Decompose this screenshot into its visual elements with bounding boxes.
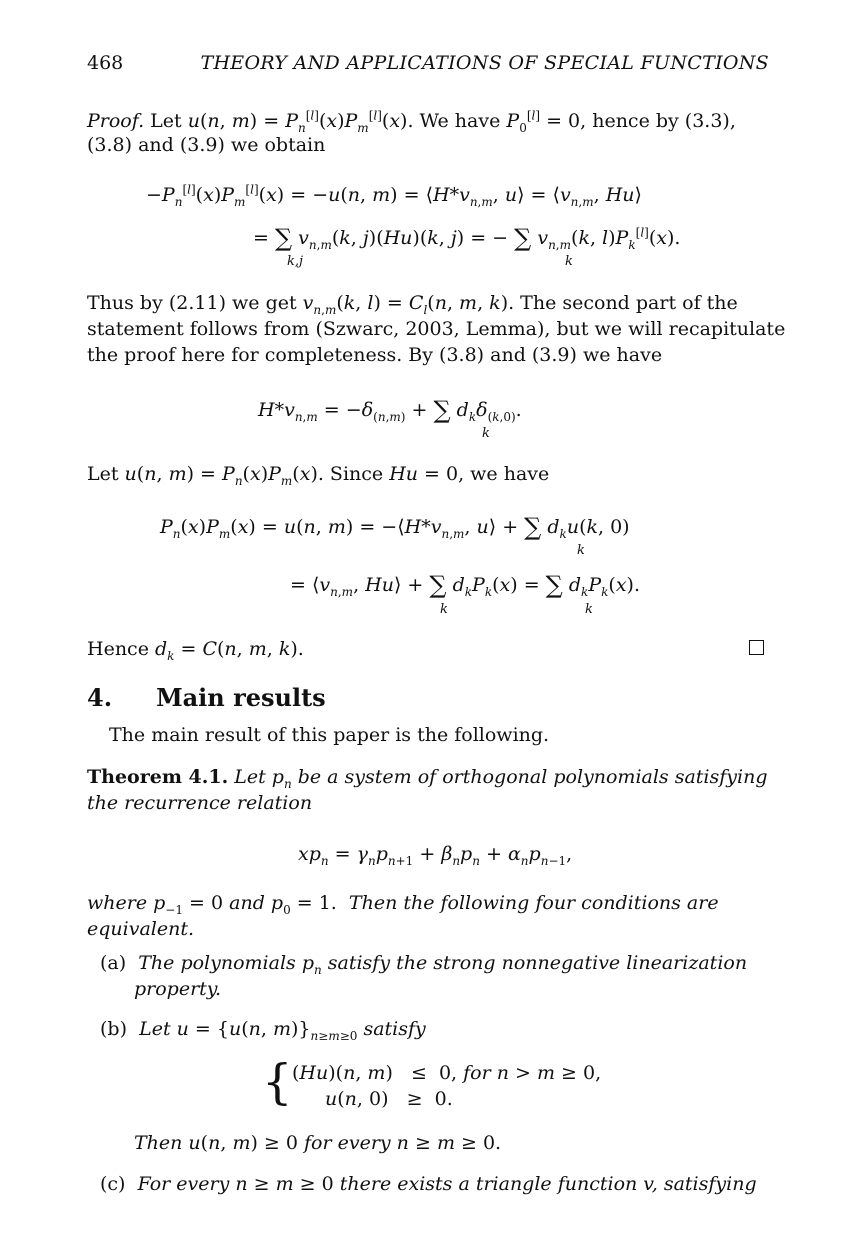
- theorem-line-4: equivalent.: [87, 918, 195, 940]
- proof-line-2: (3.8) and (3.9) we obtain: [87, 134, 326, 156]
- para-line-1: Thus by (2.11) we get $v_{n,m}(k$, $l) = C_l(n$, m, k). The second part of the: [87, 292, 738, 317]
- main-result-line: The main result of this paper is the following.: [109, 724, 550, 746]
- hence-line: Hence $d_k = C(n$, m, k).: [87, 638, 304, 663]
- sum-index-kj: k,j: [287, 254, 304, 269]
- equation-1a: $-P_n[l](x)P_m[l](x) = -u(n$, $m) = ⟨H*v_{n,m}$, u⟩ = $⟨v_{n,m}$, Hu⟩: [146, 182, 642, 209]
- section-heading: 4. Main results: [87, 683, 326, 712]
- equation-3a: $P_n(x)P_m(x) = u(n$, $m) = -⟨H*v_{n,m}$, u⟩ + ∑ $d_ku(k$, 0): [160, 513, 630, 541]
- cases-line-2: u(n, 0) ≥ 0.: [325, 1088, 453, 1110]
- sum-index-k3: k: [577, 543, 585, 558]
- page-number: 468: [87, 52, 124, 74]
- para-line-3: the proof here for completeness. By (3.8) and (3.9) we have: [87, 344, 663, 366]
- sum-index-k2: k: [482, 426, 490, 441]
- running-header: [87, 52, 769, 82]
- running-title: THEORY AND APPLICATIONS OF SPECIAL FUNCTIONS: [200, 52, 769, 74]
- theorem-line-2: the recurrence relation: [87, 792, 313, 814]
- para-line-2: statement follows from (Szwarc, 2003, Lemma), but we will recapitulate: [87, 318, 786, 340]
- item-b-line-2: Then u(n, m) ≥ 0 for every n ≥ m ≥ 0.: [134, 1132, 502, 1154]
- theorem-line-1: Theorem 4.1. Let $p_n$ be a system of orthogonal polynomials satisfying: [87, 766, 768, 791]
- sum-index-k4: k: [440, 602, 448, 617]
- item-a-line-2: property.: [134, 978, 222, 1000]
- recurrence-equation: $xp_n = \gamma_np_{n+1} + \beta_np_n + \alpha_np_{n-1}$,: [298, 843, 573, 868]
- cases-line-1: (Hu)(n, m) ≤ 0, for n > m ≥ 0,: [292, 1062, 602, 1084]
- item-a-line-1: (a) The polynomials $p_n$ satisfy the strong nonnegative linearization: [100, 952, 748, 977]
- let-line: Let u(n, $m) = P_n(x)P_m(x)$. Since Hu = 0, we have: [87, 463, 550, 488]
- sum-index-k: k: [565, 254, 573, 269]
- theorem-line-3: where $p_{-1} = 0$ and $p_0 = 1$. Then the following four conditions are: [87, 892, 719, 917]
- qed-symbol: [749, 640, 764, 655]
- proof-line-1: Proof. Let u(n, $m) = P_n[l](x)P_m[l](x)$. We have $P_0[l] = 0$, hence by (3.3),: [87, 108, 736, 135]
- item-c-line-1: (c) For every n ≥ m ≥ 0 there exists a triangle function v, satisfying: [100, 1173, 757, 1195]
- left-brace: {: [262, 1054, 293, 1110]
- equation-2: $H*v_{n,m} = -\delta_{(n,m)}$ + ∑ $d_k\delta_{(k,0)}$.: [258, 396, 522, 424]
- equation-1b: = ∑ $v_{n,m}(k$, j)(Hu)(k, j) = − ∑ $v_{n,m}(k$, $l)P_k[l](x)$.: [253, 224, 681, 252]
- item-b-line-1: (b) Let u = {u(n, $m)\}_{n\ge m\ge 0}$ satisfy: [100, 1018, 426, 1043]
- equation-3b: = $⟨v_{n,m}$, Hu⟩ + ∑ $d_kP_k(x)$ = ∑ $d_kP_k(x)$.: [290, 571, 640, 599]
- sum-index-k5: k: [585, 602, 593, 617]
